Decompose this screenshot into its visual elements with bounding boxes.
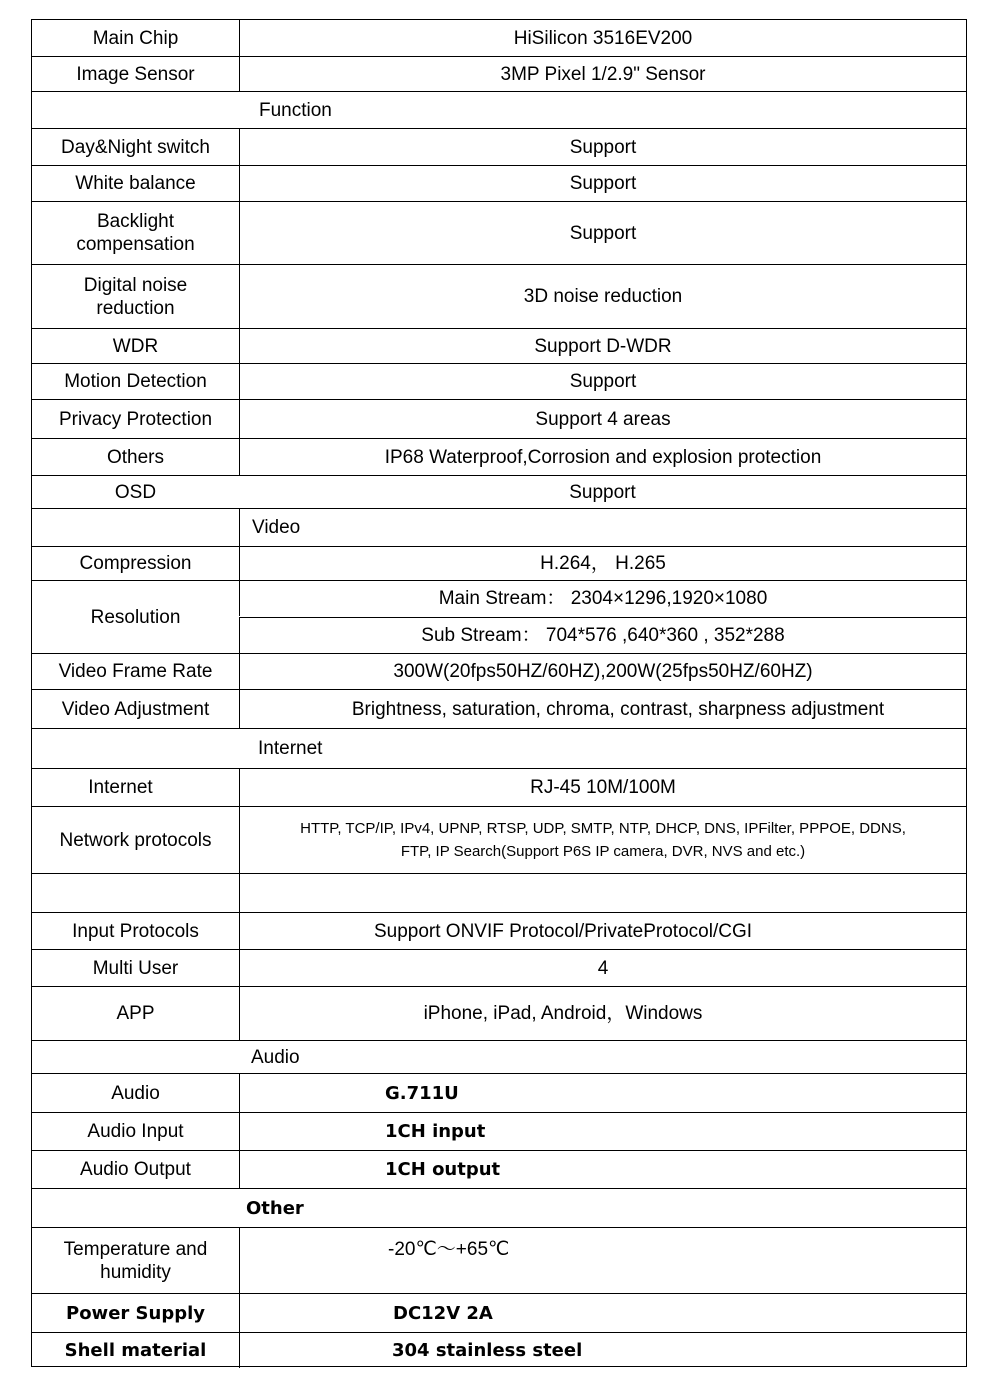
label: White balance xyxy=(75,173,196,194)
label: Image Sensor xyxy=(76,63,195,85)
label-empty xyxy=(32,874,239,912)
label: Video Adjustment xyxy=(61,698,210,720)
value: Support xyxy=(239,202,966,264)
label: Privacy Protection xyxy=(58,408,213,430)
value: RJ-45 10M/100M xyxy=(239,769,966,806)
section-audio xyxy=(32,1040,966,1073)
row-main-chip xyxy=(32,20,966,56)
label: Resolution xyxy=(90,606,181,628)
main-stream: Main Stream： 2304×1296,1920×1080 xyxy=(239,581,966,616)
row-audio-input xyxy=(32,1112,966,1150)
row-resolution xyxy=(32,580,966,653)
label: Motion Detection xyxy=(64,371,207,392)
row-network xyxy=(32,806,966,873)
value: 304 stainless steel xyxy=(239,1333,966,1368)
label: Digital noise reduction xyxy=(83,274,188,319)
value: DC12V 2A xyxy=(239,1294,966,1332)
row-noise xyxy=(32,264,966,328)
row-motion xyxy=(32,363,966,399)
value: 1CH input xyxy=(239,1113,966,1150)
value: 1CH output xyxy=(239,1151,966,1188)
value-empty xyxy=(239,874,966,912)
label: Audio Input xyxy=(87,1121,184,1142)
section-function xyxy=(32,91,966,128)
section-title: Function xyxy=(259,99,332,121)
value: HiSilicon 3516EV200 xyxy=(239,20,966,56)
section-other xyxy=(32,1188,966,1227)
row-others xyxy=(32,438,966,475)
value: H.264， H.265 xyxy=(239,547,966,580)
label: Multi User xyxy=(92,957,179,979)
label: Audio xyxy=(111,1082,160,1104)
section-title: Other xyxy=(246,1197,304,1219)
label: Power Supply xyxy=(66,1302,205,1324)
value: Support xyxy=(239,129,966,165)
value: Support 4 areas xyxy=(239,400,966,438)
label: Backlight compensation xyxy=(76,211,195,255)
row-privacy xyxy=(32,399,966,438)
label: Day&Night switch xyxy=(61,136,210,158)
row-internet xyxy=(32,768,966,806)
row-app xyxy=(32,986,966,1040)
label: Audio Output xyxy=(80,1159,191,1180)
row-frame-rate xyxy=(32,653,966,689)
row-backlight xyxy=(32,201,966,264)
value: Support xyxy=(569,481,636,503)
value-line-1: HTTP, TCP/IP, IPv4, UPNP, RTSP, UDP, SMTP, NTP, DHCP, DNS, IPFilter, PPPOE, DDNS, xyxy=(300,820,906,837)
row-input-protocols xyxy=(32,912,966,949)
label: Temperature and humidity xyxy=(63,1238,208,1283)
label: OSD xyxy=(114,481,157,503)
sub-stream: Sub Stream： 704*576 ,640*360 , 352*288 xyxy=(239,618,966,653)
label: APP xyxy=(116,1003,155,1024)
label: Compression xyxy=(79,553,192,574)
value: IP68 Waterproof,Corrosion and explosion protection xyxy=(239,439,966,475)
value: 3MP Pixel 1/2.9" Sensor xyxy=(239,57,966,91)
section-title: Audio xyxy=(251,1046,300,1068)
row-image-sensor xyxy=(32,56,966,91)
value xyxy=(239,807,966,873)
section-video xyxy=(32,508,966,546)
row-day-night xyxy=(32,128,966,165)
row-multi-user xyxy=(32,949,966,986)
row-temperature xyxy=(32,1227,966,1293)
label: Others xyxy=(106,446,165,468)
label: Network protocols xyxy=(59,829,212,851)
section-title: Video xyxy=(239,509,966,546)
spec-table xyxy=(31,19,967,1367)
row-wdr xyxy=(32,328,966,363)
value: Support D-WDR xyxy=(239,329,966,363)
label: WDR xyxy=(112,335,159,357)
row-audio-output xyxy=(32,1150,966,1188)
value: 3D noise reduction xyxy=(239,265,966,328)
value: 300W(20fps50HZ/60HZ),200W(25fps50HZ/60HZ) xyxy=(239,654,966,689)
value: Brightness, saturation, chroma, contrast, sharpness adjustment xyxy=(239,690,966,728)
value: G.711U xyxy=(239,1074,966,1112)
value: 4 xyxy=(239,950,966,986)
row-adjustment xyxy=(32,689,966,728)
section-internet xyxy=(32,728,966,768)
row-empty xyxy=(32,873,966,912)
value: Support xyxy=(239,364,966,399)
label: Input Protocols xyxy=(72,920,199,942)
label: Shell material xyxy=(64,1340,207,1361)
row-audio xyxy=(32,1073,966,1112)
label: Main Chip xyxy=(92,27,179,49)
label: Video Frame Rate xyxy=(58,661,213,682)
row-shell xyxy=(32,1332,966,1368)
row-power xyxy=(32,1293,966,1332)
row-white-balance xyxy=(32,165,966,201)
label: Internet xyxy=(88,777,153,798)
row-compression xyxy=(32,546,966,580)
value: Support xyxy=(239,166,966,201)
row-osd xyxy=(32,475,966,508)
value: iPhone, iPad, Android，Windows xyxy=(239,987,966,1040)
value: -20℃～+65℃ xyxy=(239,1228,966,1293)
value: Support ONVIF Protocol/PrivateProtocol/CGI xyxy=(239,913,966,949)
value-line-2: FTP, IP Search(Support P6S IP camera, DVR, NVS and etc.) xyxy=(400,843,806,860)
section-title: Internet xyxy=(258,738,323,759)
